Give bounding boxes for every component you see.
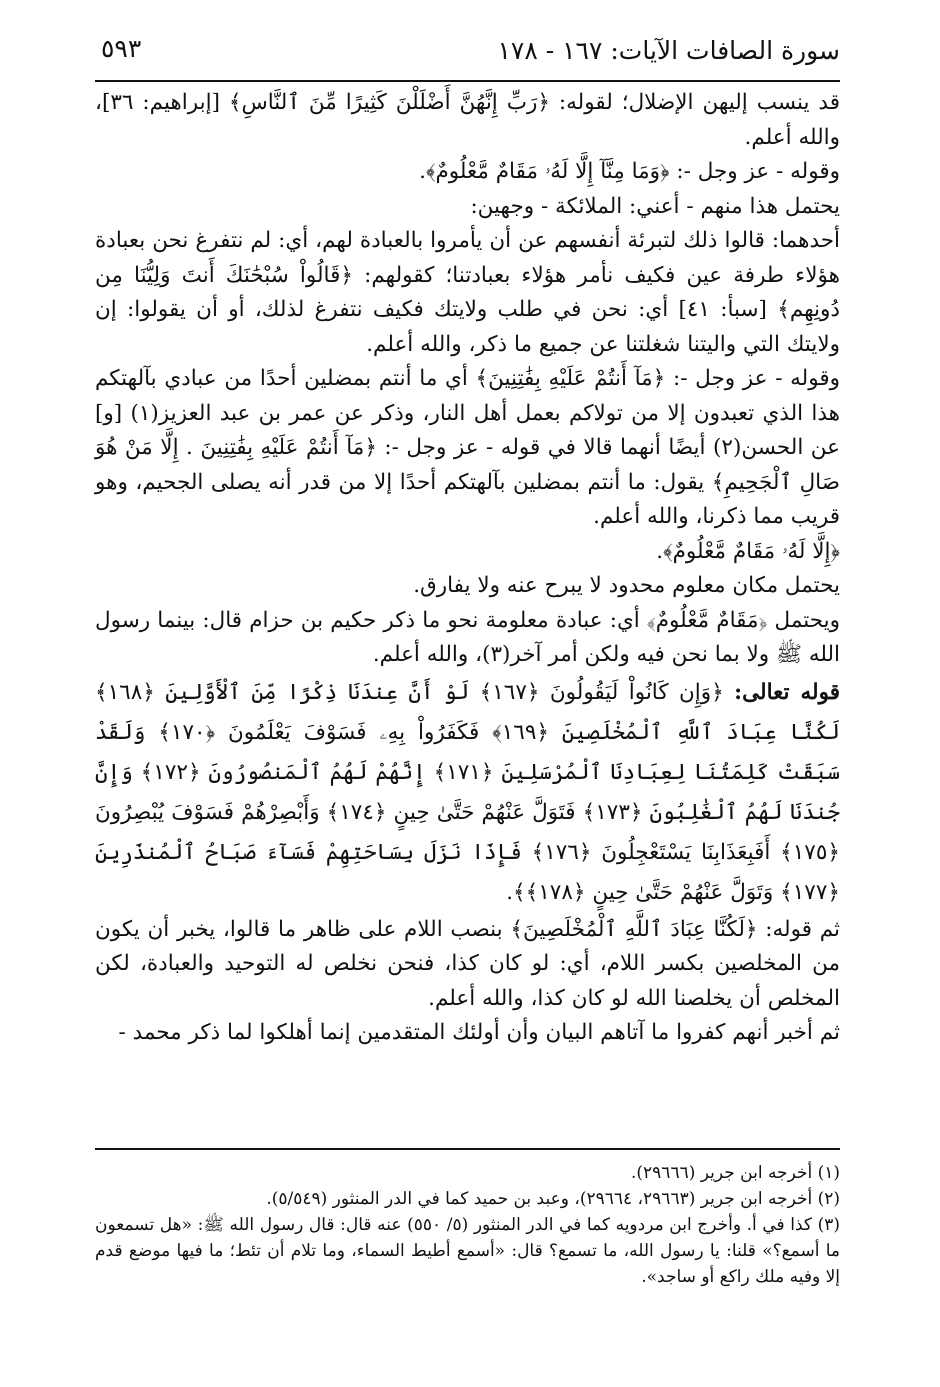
- paragraph: ثم أخبر أنهم كفروا ما آتاهم البيان وأن أولئك المتقدمين إنما أهلكوا لما ذكر محمد -: [118, 1020, 840, 1045]
- paragraph: قد ينسب إليهن الإضلال؛ لقوله: ﴿رَبِّ إِنَّهُنَّ أَضْلَلْنَ كَثِيرًا مِّنَ ٱلنَّاسِ﴾ [إبراهيم: ٣٦]، والله أعلم.: [95, 90, 840, 150]
- verses-text: ﴿وَإِن كَانُواْ لَيَقُولُونَ ﴿١٦٧﴾ لَوْ أَنَّ عِندَنَا ذِكْرًا مِّنَ ٱلْأَوَّلِينَ ﴿١٦٨﴾ لَكُنَّا عِبَادَ ٱللَّهِ ٱلْمُخْلَصِينَ ﴿١٦٩﴾ فَكَفَرُواْ بِهِۦ فَسَوْفَ يَعْلَمُونَ ﴿١٧٠﴾ وَلَقَدْ سَبَقَتْ كَلِمَتُنَا لِعِبَادِنَا ٱلْمُرْسَلِينَ ﴿١٧١﴾ إِنَّهُمْ لَهُمُ ٱلْمَنصُورُونَ ﴿١٧٢﴾ وَإِنَّ جُندَنَا لَهُمُ ٱلْغَٰلِبُونَ ﴿١٧٣﴾ فَتَوَلَّ عَنْهُمْ حَتَّىٰ حِينٍ ﴿١٧٤﴾ وَأَبْصِرْهُمْ فَسَوْفَ يُبْصِرُونَ ﴿١٧٥﴾ أَفَبِعَذَابِنَا يَسْتَعْجِلُونَ ﴿١٧٦﴾ فَإِذَا نَزَلَ بِسَاحَتِهِمْ فَسَآءَ صَبَاحُ ٱلْمُنذَرِينَ ﴿١٧٧﴾ وَتَوَلَّ عَنْهُمْ حَتَّىٰ حِينٍ ﴿١٧٨﴾﴾.: [95, 679, 840, 905]
- footnote: (١) أخرجه ابن جرير (٢٩٦٦٦).: [631, 1163, 840, 1183]
- paragraph: وقوله - عز وجل -: ﴿وَمَا مِنَّآ إِلَّا لَهُۥ مَقَامٌ مَّعْلُومٌ﴾.: [419, 159, 840, 184]
- footnote-divider: [95, 1148, 840, 1150]
- footnote: (٢) أخرجه ابن جرير (٢٩٦٦٣، ٢٩٦٦٤)، وعبد بن حميد كما في الدر المنثور (٥/٥٤٩).: [266, 1189, 840, 1209]
- paragraph: يحتمل هذا منهم - أعني: الملائكة - وجهين:: [470, 193, 840, 219]
- surah-title: سورة الصافات الآيات: ١٦٧ - ١٧٨: [497, 36, 840, 65]
- verses-label: قوله تعالى:: [734, 679, 840, 705]
- main-text: [95, 86, 840, 1051]
- paragraph: وقوله - عز وجل -: ﴿مَآ أَنتُمْ عَلَيْهِ بِفَٰتِنِينَ﴾ أي ما أنتم بمضلين أحدًا من عبادي بآلهتكم هذا الذي تعبدون إلا من تولاكم بعمل أهل النار، وذكر عن عمر بن عبد العزيز(١) [و] عن الحسن(٢) أيضًا أنهما قالا في قوله - عز وجل -: ﴿مَآ أَنتُمْ عَلَيْهِ بِفَٰتِنِينَ . إِلَّا مَنْ هُوَ صَالِ ٱلْجَحِيمِ﴾ يقول: ما أنتم بمضلين بآلهتكم أحدًا إلا من قدر أنه يصلى الجحيم، وهو قريب مما ذكرنا، والله أعلم.: [95, 366, 841, 529]
- quran-verses: [95, 673, 840, 913]
- paragraph: يحتمل مكان معلوم محدود لا يبرح عنه ولا يفارق.: [413, 573, 840, 598]
- paragraph: ﴿إِلَّا لَهُۥ مَقَامٌ مَّعْلُومٌ﴾.: [656, 538, 840, 564]
- paragraph: أحدهما: قالوا ذلك لتبرئة أنفسهم عن أن يأمروا بالعبادة لهم، أي: لم نتفرغ نحن بعبادة هؤلاء طرفة عين فكيف نأمر هؤلاء بعبادتنا؛ كقولهم: ﴿قَالُواْ سُبْحَٰنَكَ أَنتَ وَلِيُّنَا مِن دُونِهِم﴾ [سبأ: ٤١] أي: نحن في طلب ولايتك فكيف نتفرغ لذلك، أو أن يقولوا: إن ولايتك التي واليتنا شغلتنا عن جميع ما ذكر، والله أعلم.: [95, 228, 840, 357]
- paragraph: ويحتمل ﴿مَقَامٌ مَّعْلُومٌ﴾ أي: عبادة معلومة نحو ما ذكر حكيم بن حزام قال: بينما رسول الله ﷺ ولا بما نحن فيه ولكن أمر آخر(٣)، والله أعلم.: [95, 607, 840, 667]
- page-number: ٥٩٣: [101, 34, 142, 63]
- paragraph: ثم قوله: ﴿لَكُنَّا عِبَادَ ٱللَّهِ ٱلْمُخْلَصِينَ﴾ بنصب اللام على ظاهر ما قالوا، يخبر أن يكون من المخلصين بكسر اللام، أي: لو كان كذا، فنحن نخلص له التوحيد والعبادة، لكن المخلص أن يخلصنا الله لو كان كذا، والله أعلم.: [95, 916, 840, 1011]
- footnotes: [95, 1160, 840, 1290]
- page-header: [95, 28, 840, 82]
- footnote: (٣) كذا في أ. وأخرج ابن مردويه كما في الدر المنثور (٥/ ٥٥٠) عنه قال: قال رسول الله ﷺ: «هل تسمعون ما أسمع؟» قلنا: يا رسول الله، ما تسمع؟ قال: «أسمع أطيط السماء، وما تلام أن تئط؛ ما فيها موضع قدم إلا وفيه ملك راكع أو ساجد».: [95, 1215, 840, 1287]
- book-page: [95, 28, 840, 1358]
